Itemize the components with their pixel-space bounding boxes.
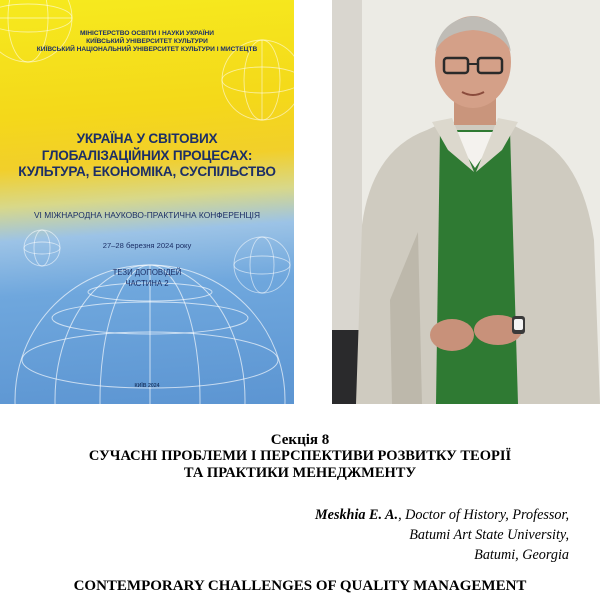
cover-theses-label: ТЕЗИ ДОПОВІДЕЙ bbox=[112, 268, 182, 277]
cover-title bbox=[0, 131, 294, 181]
cover-institutions bbox=[0, 30, 294, 55]
author-photo bbox=[332, 0, 600, 404]
author-degree: , Doctor of History, Professor, bbox=[398, 507, 569, 523]
cover-dates: 27–28 березня 2024 року bbox=[102, 241, 192, 250]
section-title-line: СУЧАСНІ ПРОБЛЕМИ І ПЕРСПЕКТИВИ РОЗВИТКУ ТЕОРІЇ bbox=[88, 448, 512, 464]
author-block bbox=[315, 505, 569, 565]
cover-institution: МІНІСТЕРСТВО ОСВІТИ І НАУКИ УКРАЇНИ bbox=[79, 30, 215, 37]
cover-conference: VI МІЖНАРОДНА НАУКОВО-ПРАКТИЧНА КОНФЕРЕНЦІЯ bbox=[33, 210, 261, 220]
section-title-line: ТА ПРАКТИКИ МЕНЕДЖМЕНТУ bbox=[183, 465, 417, 481]
section-heading: Секція 8 bbox=[270, 432, 330, 448]
cover-theses bbox=[0, 267, 294, 289]
author-name: Meskhia E. A. bbox=[315, 507, 399, 523]
author-line bbox=[315, 505, 569, 525]
book-cover bbox=[0, 0, 294, 404]
article-title-english: CONTEMPORARY CHALLENGES OF QUALITY MANAGEMENT bbox=[73, 578, 527, 594]
author-portrait-illustration bbox=[332, 0, 600, 404]
cover-city-year: КИЇВ 2024 bbox=[134, 383, 160, 389]
cover-institution: КИЇВСЬКИЙ УНІВЕРСИТЕТ КУЛЬТУРИ bbox=[86, 38, 208, 46]
cover-part-label: ЧАСТИНА 2 bbox=[125, 279, 169, 288]
cover-title-line: КУЛЬТУРА, ЕКОНОМІКА, СУСПІЛЬСТВО bbox=[18, 164, 276, 179]
section-title-ukrainian bbox=[0, 448, 600, 482]
globe-decoration bbox=[0, 0, 294, 404]
cover-title-line: ГЛОБАЛІЗАЦІЙНИХ ПРОЦЕСАХ: bbox=[41, 147, 253, 163]
cover-institution: КИЇВСЬКИЙ НАЦІОНАЛЬНИЙ УНІВЕРСИТЕТ КУЛЬТУРИ І МИСТЕЦТВ bbox=[36, 46, 258, 54]
cover-title-line: УКРАЇНА У СВІТОВИХ bbox=[76, 131, 218, 146]
author-affiliation: Batumi Art State University, bbox=[409, 527, 569, 543]
author-location: Batumi, Georgia bbox=[474, 547, 569, 563]
